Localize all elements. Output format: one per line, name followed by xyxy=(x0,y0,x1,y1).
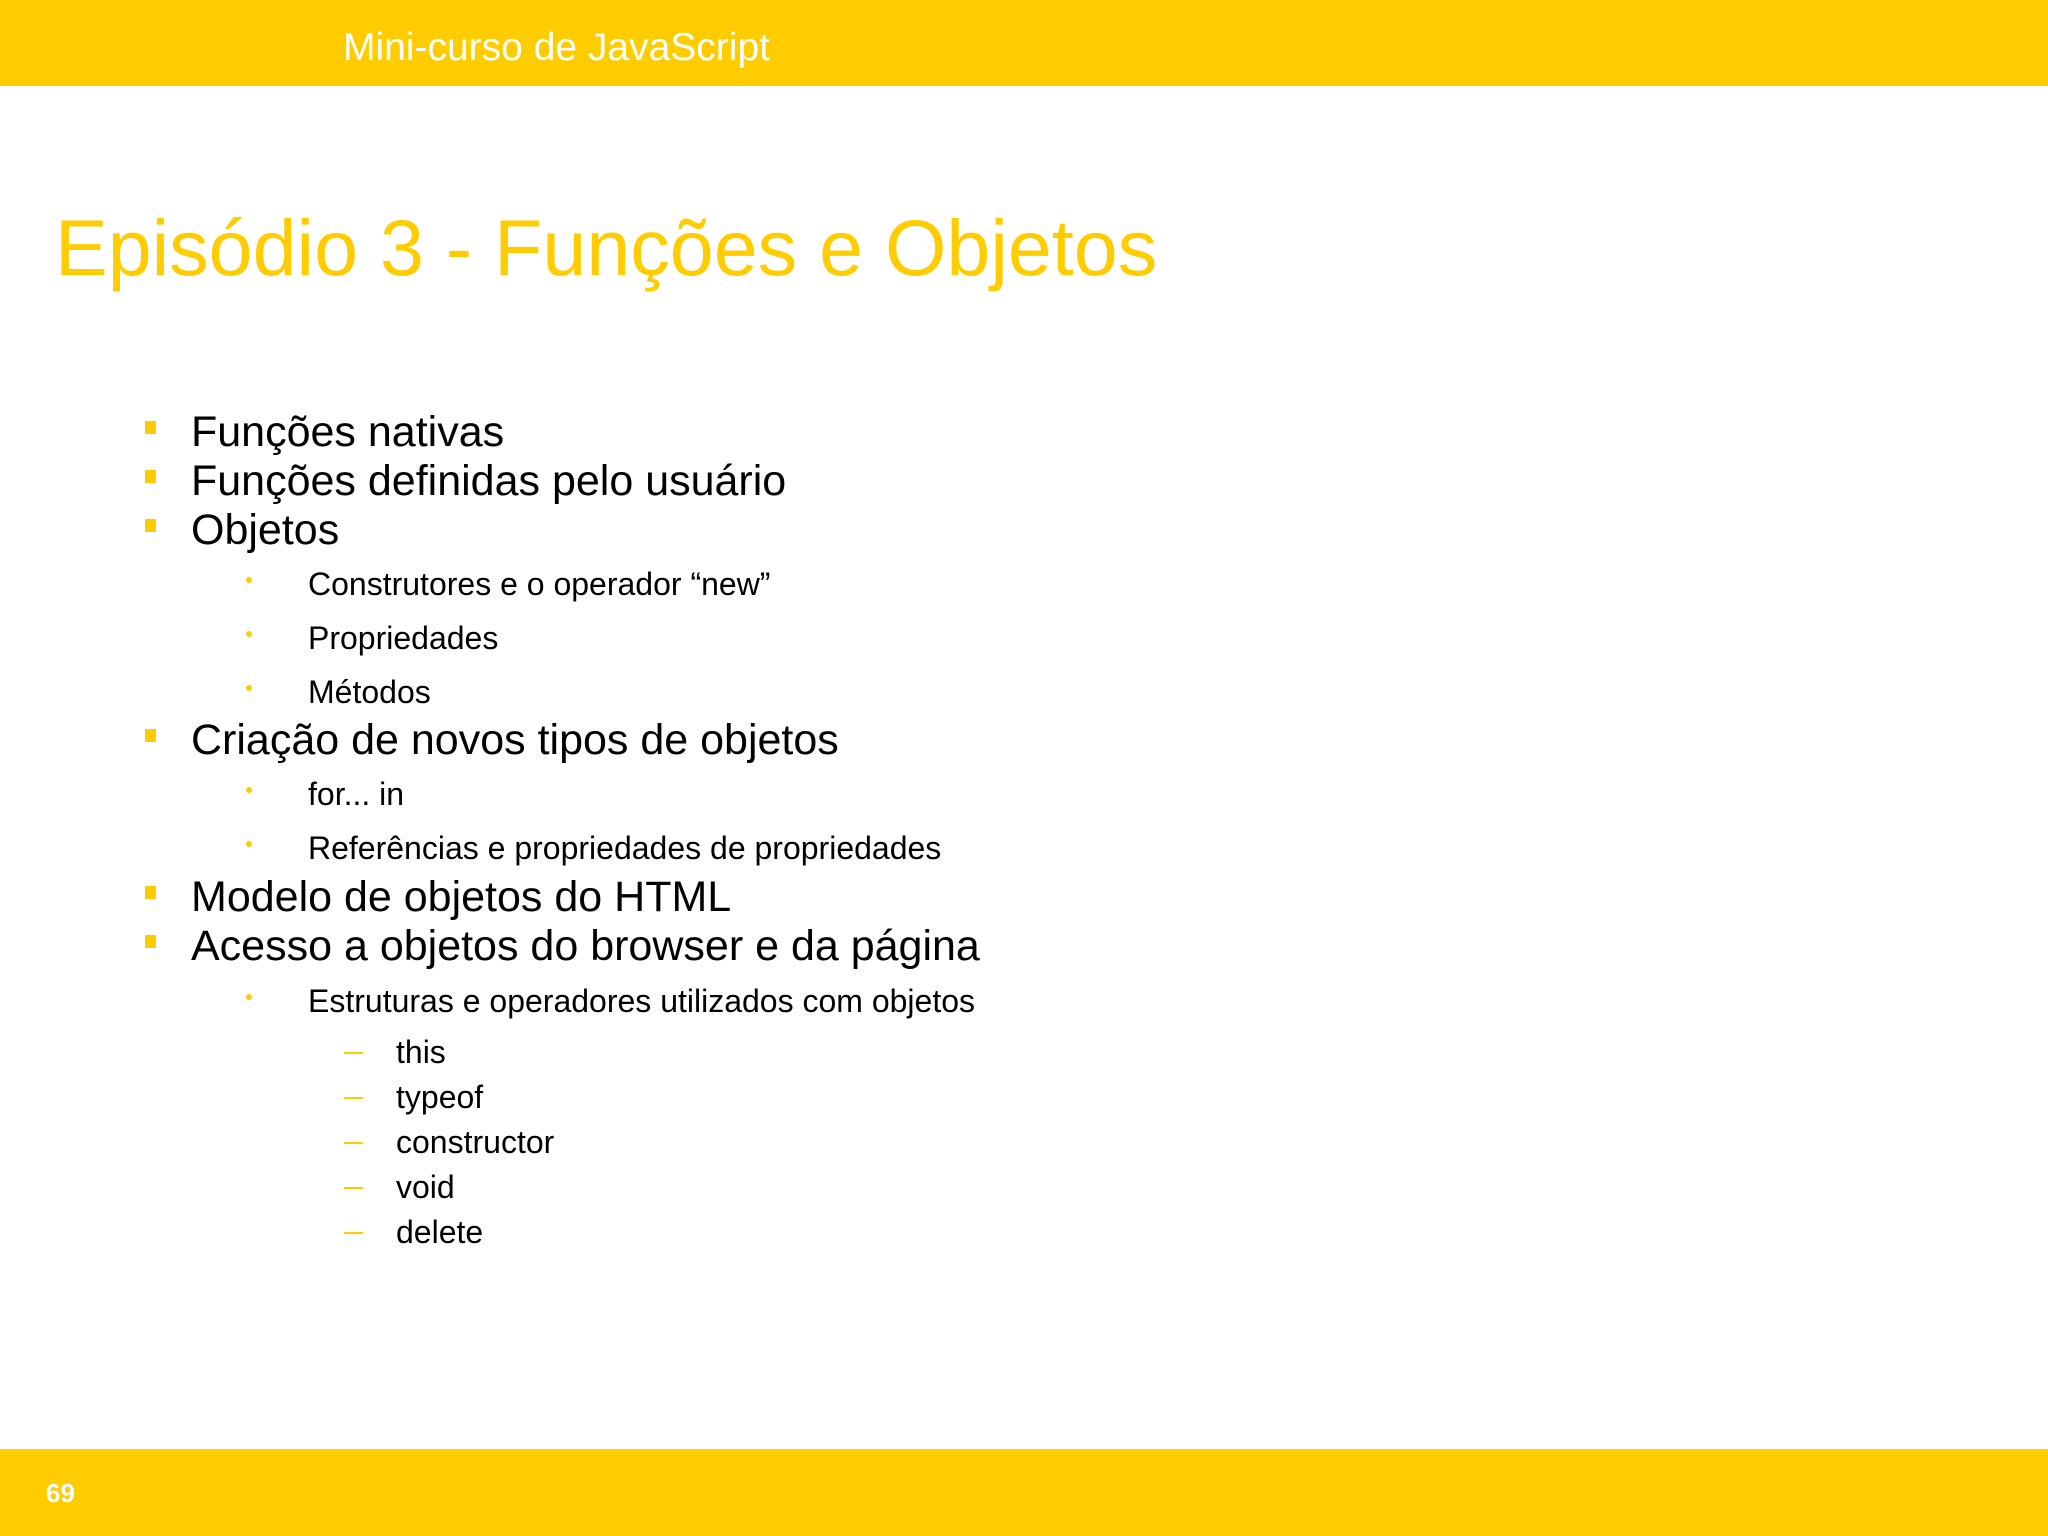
list-item-text: Funções nativas xyxy=(191,408,505,456)
list-item xyxy=(191,872,731,922)
list-item xyxy=(308,775,404,813)
square-bullet-icon xyxy=(145,729,156,742)
dot-bullet-icon xyxy=(246,994,252,1000)
list-item-text: for... in xyxy=(308,776,405,812)
square-bullet-icon xyxy=(145,519,156,532)
list-item xyxy=(396,1168,455,1206)
list-item-text: typeof xyxy=(396,1079,484,1115)
dot-bullet-icon xyxy=(246,577,252,583)
list-item-text: Construtores e o operador “new” xyxy=(308,566,771,602)
list-item-text: Funções definidas pelo usuário xyxy=(191,457,787,505)
page-number: 69 xyxy=(46,1478,75,1508)
list-item xyxy=(396,1033,446,1071)
list-item-text: this xyxy=(396,1034,446,1070)
list-item-text: constructor xyxy=(396,1124,555,1160)
dash-bullet-icon xyxy=(344,1232,363,1234)
list-item-text: Métodos xyxy=(308,674,431,710)
square-bullet-icon xyxy=(145,886,156,899)
list-item xyxy=(191,407,504,457)
dot-bullet-icon xyxy=(246,685,252,691)
list-item-text: Modelo de objetos do HTML xyxy=(191,873,732,921)
list-item xyxy=(396,1213,483,1251)
list-item xyxy=(308,619,498,657)
list-item-text: void xyxy=(396,1169,455,1205)
header-bar xyxy=(0,0,2048,86)
list-item-text: Objetos xyxy=(191,506,340,554)
list-item xyxy=(191,505,339,555)
square-bullet-icon xyxy=(145,421,156,434)
list-item-text: Criação de novos tipos de objetos xyxy=(191,716,839,764)
dot-bullet-icon xyxy=(246,787,252,793)
list-item xyxy=(191,921,980,971)
list-item xyxy=(308,982,975,1020)
list-item-text: Acesso a objetos do browser e da página xyxy=(191,922,980,970)
footer-bar xyxy=(0,1449,2048,1536)
course-title: Mini-curso de JavaScript xyxy=(343,26,770,69)
dash-bullet-icon xyxy=(344,1097,363,1099)
square-bullet-icon xyxy=(145,935,156,948)
list-item xyxy=(396,1123,554,1161)
square-bullet-icon xyxy=(145,470,156,483)
dash-bullet-icon xyxy=(344,1052,363,1054)
list-item xyxy=(308,673,431,711)
list-item xyxy=(308,829,941,867)
list-item xyxy=(308,565,770,603)
slide-title: Episódio 3 - Funções e Objetos xyxy=(55,203,1158,292)
list-item-text: delete xyxy=(396,1214,484,1250)
list-item xyxy=(396,1078,483,1116)
list-item-text: Estruturas e operadores utilizados com objetos xyxy=(308,983,976,1019)
dash-bullet-icon xyxy=(344,1187,363,1189)
dot-bullet-icon xyxy=(246,841,252,847)
list-item xyxy=(191,456,786,506)
dot-bullet-icon xyxy=(246,631,252,637)
list-item-text: Referências e propriedades de propriedades xyxy=(308,830,942,866)
dash-bullet-icon xyxy=(344,1142,363,1144)
list-item-text: Propriedades xyxy=(308,620,499,656)
list-item xyxy=(191,715,839,765)
